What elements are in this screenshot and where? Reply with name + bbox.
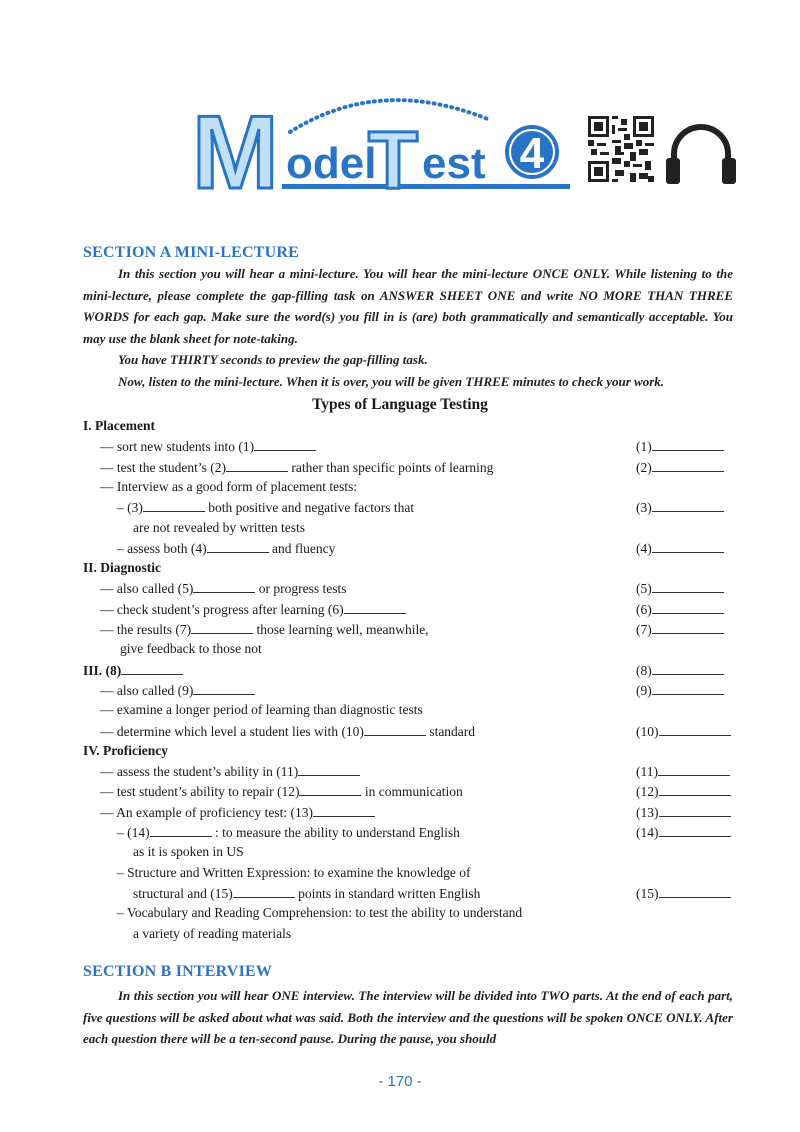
inline-gap-blank (121, 660, 183, 675)
answer-slot-number: (5) (636, 581, 652, 597)
answer-slot-number: (9) (636, 682, 652, 698)
outline-text (100, 436, 316, 457)
answer-blank-line[interactable] (658, 761, 730, 776)
outline-text-after: standard (425, 723, 476, 739)
answer-slot[interactable] (636, 660, 724, 681)
outline-title: Types of Language Testing (312, 396, 488, 413)
outline-text (117, 538, 335, 559)
outline-text-after: points in standard written English (294, 885, 481, 901)
answer-slot[interactable] (636, 721, 731, 742)
inline-gap-blank (150, 822, 212, 837)
outline-text-after: : to measure the ability to understand English (211, 825, 460, 840)
section-a-instruction-paragraph: Now, listen to the mini-lecture. When it is over, you will be given THREE minutes to check your work. (118, 373, 665, 389)
outline-text-before: — also called (5) (100, 581, 194, 597)
outline-item (83, 700, 733, 720)
answer-slot[interactable] (636, 761, 730, 782)
inline-gap-blank (233, 883, 295, 898)
answer-slot-number: (13) (636, 804, 659, 820)
outline-text-before: I. Placement (83, 418, 155, 433)
outline-item (83, 619, 733, 639)
outline-text-before: – (3) (117, 500, 143, 516)
answer-slot-number: (14) (636, 825, 659, 840)
answer-slot-number: (11) (636, 764, 658, 780)
outline-text (100, 700, 423, 720)
outline-text (133, 842, 244, 862)
outline-text-before: — the results (7) (100, 622, 192, 637)
outline-text (83, 558, 161, 578)
answer-blank-line[interactable] (652, 660, 724, 675)
outline-text (100, 619, 429, 640)
headphones-icon[interactable] (664, 118, 738, 186)
section-a-instruction-paragraph: In this section you will hear a mini-lecture. You will hear the mini-lecture ONCE ONLY. While listening to the mini-lecture, please complete the gap-filling task on ANSWER SHEET ONE and write NO MORE THAN THREE WORDS for each gap. Make sure the word(s) you fill in is (are) both grammatically and semantically acceptable. You may use the blank sheet for note-taking. (83, 266, 733, 346)
section-a-instructions (83, 263, 733, 392)
outline-text-before: — An example of proficiency test: (13) (100, 804, 313, 820)
answer-slot[interactable] (636, 822, 731, 843)
logo-odel: odel (286, 139, 377, 188)
answer-blank-line[interactable] (652, 457, 724, 472)
outline-text (117, 903, 522, 923)
inline-gap-blank (193, 578, 255, 593)
answer-slot-number: (2) (636, 459, 652, 475)
section-a-instruction-paragraph: You have THIRTY seconds to preview the gap-filling task. (118, 352, 428, 367)
outline-item (83, 457, 733, 477)
answer-blank-line[interactable] (659, 721, 731, 736)
answer-slot-number: (6) (636, 601, 652, 617)
outline-text (133, 518, 305, 538)
outline-text (117, 497, 414, 518)
outline-item (83, 781, 733, 801)
outline-text-before: — Interview as a good form of placement tests: (100, 478, 358, 494)
answer-blank-line[interactable] (659, 802, 731, 817)
outline-heading (83, 416, 733, 436)
outline-text (100, 477, 357, 497)
outline-text (133, 883, 480, 904)
outline-text (100, 599, 406, 620)
outline-item (83, 578, 733, 598)
answer-slot[interactable] (636, 457, 724, 478)
model-test-4-logo (190, 80, 580, 200)
answer-slot-number: (15) (636, 885, 659, 901)
outline-text (117, 863, 471, 883)
outline-text (83, 660, 183, 681)
answer-blank-line[interactable] (659, 781, 731, 796)
answer-slot-number: (1) (636, 439, 652, 455)
outline-item (83, 924, 733, 944)
outline-text-after: and fluency (268, 540, 336, 556)
answer-blank-line[interactable] (652, 599, 724, 614)
logo-big-m: M (192, 95, 279, 200)
outline-item (83, 863, 733, 883)
qr-code-icon[interactable] (588, 116, 654, 182)
outline-text-before: as it is spoken in US (133, 844, 244, 860)
inline-gap-blank (313, 802, 375, 817)
answer-slot[interactable] (636, 599, 724, 620)
outline-text-before: IV. Proficiency (83, 742, 168, 758)
outline-heading (83, 558, 733, 578)
answer-blank-line[interactable] (659, 883, 731, 898)
answer-blank-line[interactable] (659, 822, 731, 837)
outline-text-before: – assess both (4) (117, 540, 207, 556)
outline-text-before: – Structure and Written Expression: to examine the knowledge of (117, 864, 471, 880)
outline-text-after: rather than specific points of learning (287, 459, 494, 475)
outline-text-before: — test student’s ability to repair (12) (100, 784, 300, 800)
answer-blank-line[interactable] (652, 538, 724, 553)
outline-item (83, 538, 733, 558)
outline-text (83, 416, 155, 436)
outline-item (83, 599, 733, 619)
outline-text (100, 578, 346, 599)
outline-text-before: a variety of reading materials (133, 925, 292, 941)
logo-number: 4 (519, 129, 545, 178)
logo-big-t: T (368, 115, 419, 200)
outline-item (83, 802, 733, 822)
outline-text (100, 761, 360, 782)
outline-text (100, 781, 463, 802)
outline-text (100, 721, 475, 742)
answer-slot-number: (8) (636, 662, 652, 678)
outline-text-after: in communication (361, 784, 463, 800)
outline-text-before: – Vocabulary and Reading Comprehension: to test the ability to understand (117, 905, 523, 921)
outline-item (83, 680, 733, 700)
outline-text (117, 822, 460, 843)
outline-text-before: — determine which level a student lies with (10) (100, 723, 364, 739)
outline-text (133, 924, 291, 944)
outline-item (83, 518, 733, 538)
outline-text-after: both positive and negative factors that (204, 500, 415, 516)
answer-slot[interactable] (636, 578, 724, 599)
inline-gap-blank (191, 619, 253, 634)
answer-slot[interactable] (636, 802, 731, 823)
answer-slot[interactable] (636, 781, 731, 802)
outline-text-before: III. (8) (83, 662, 122, 678)
outline-item (83, 842, 733, 862)
inline-gap-blank (299, 781, 361, 796)
inline-gap-blank (193, 680, 255, 695)
section-b-instructions (83, 985, 733, 1050)
inline-gap-blank (226, 457, 288, 472)
answer-slot[interactable] (636, 436, 724, 457)
outline-item (83, 761, 733, 781)
inline-gap-blank (143, 497, 205, 512)
outline-text-before: — check student’s progress after learning (6) (100, 601, 344, 617)
outline-item (83, 883, 733, 903)
outline-heading (83, 741, 733, 761)
outline-item (83, 639, 733, 659)
answer-slot[interactable] (636, 883, 731, 904)
inline-gap-blank (254, 436, 316, 451)
outline-text-before: — sort new students into (1) (100, 439, 255, 455)
outline-text (100, 457, 493, 478)
answer-blank-line[interactable] (652, 619, 724, 634)
answer-slot[interactable] (636, 680, 724, 701)
section-b-title: SECTION B INTERVIEW (83, 963, 273, 980)
inline-gap-blank (207, 538, 269, 553)
outline-text-before: — assess the student’s ability in (11) (100, 764, 299, 780)
outline-item (83, 477, 733, 497)
outline-item (83, 497, 733, 517)
outline-item (83, 721, 733, 741)
outline-text (83, 741, 168, 761)
outline-item (83, 822, 733, 842)
outline-text (100, 802, 375, 823)
section-b-instruction-paragraph: In this section you will hear ONE interview. The interview will be divided into TWO parts. At the end of each part, five questions will be asked about what was said. Both the interview and the questions will be spoken ONCE ONLY. After each question there will be a ten-second pause. During the pause, you should (83, 988, 733, 1046)
answer-slot[interactable] (636, 497, 724, 518)
inline-gap-blank (344, 599, 406, 614)
outline-text-before: — test the student’s (2) (100, 459, 226, 475)
outline-text-before: – (14) (117, 825, 150, 840)
outline-text-before: II. Diagnostic (83, 560, 162, 576)
answer-slot-number: (7) (636, 622, 652, 637)
answer-slot-number: (10) (636, 723, 659, 739)
answer-blank-line[interactable] (652, 497, 724, 512)
outline-text-before: — also called (9) (100, 682, 194, 698)
logo-est: est (422, 139, 486, 188)
inline-gap-blank (364, 721, 426, 736)
outline-item (83, 903, 733, 923)
answer-slot[interactable] (636, 619, 724, 640)
answer-slot-number: (12) (636, 784, 659, 800)
page-header (0, 0, 800, 210)
outline-text (120, 639, 262, 659)
outline-heading (83, 660, 733, 680)
answer-blank-line[interactable] (652, 578, 724, 593)
section-a-title: SECTION A MINI-LECTURE (83, 244, 300, 261)
answer-slot[interactable] (636, 538, 724, 559)
outline-item (83, 436, 733, 456)
answer-blank-line[interactable] (652, 436, 724, 451)
outline-text-before: — examine a longer period of learning than diagnostic tests (100, 702, 423, 718)
inline-gap-blank (298, 761, 360, 776)
outline-text-before: structural and (15) (133, 885, 233, 901)
answer-blank-line[interactable] (652, 680, 724, 695)
answer-slot-number: (3) (636, 500, 652, 516)
outline-text-before: give feedback to those not (120, 641, 262, 657)
outline-text (100, 680, 255, 701)
page-number: - 170 - (378, 1073, 422, 1090)
outline-text-after: those learning well, meanwhile, (253, 622, 429, 637)
outline-text-before: are not revealed by written tests (133, 519, 306, 535)
answer-slot-number: (4) (636, 540, 652, 556)
outline-text-after: or progress tests (255, 581, 347, 597)
